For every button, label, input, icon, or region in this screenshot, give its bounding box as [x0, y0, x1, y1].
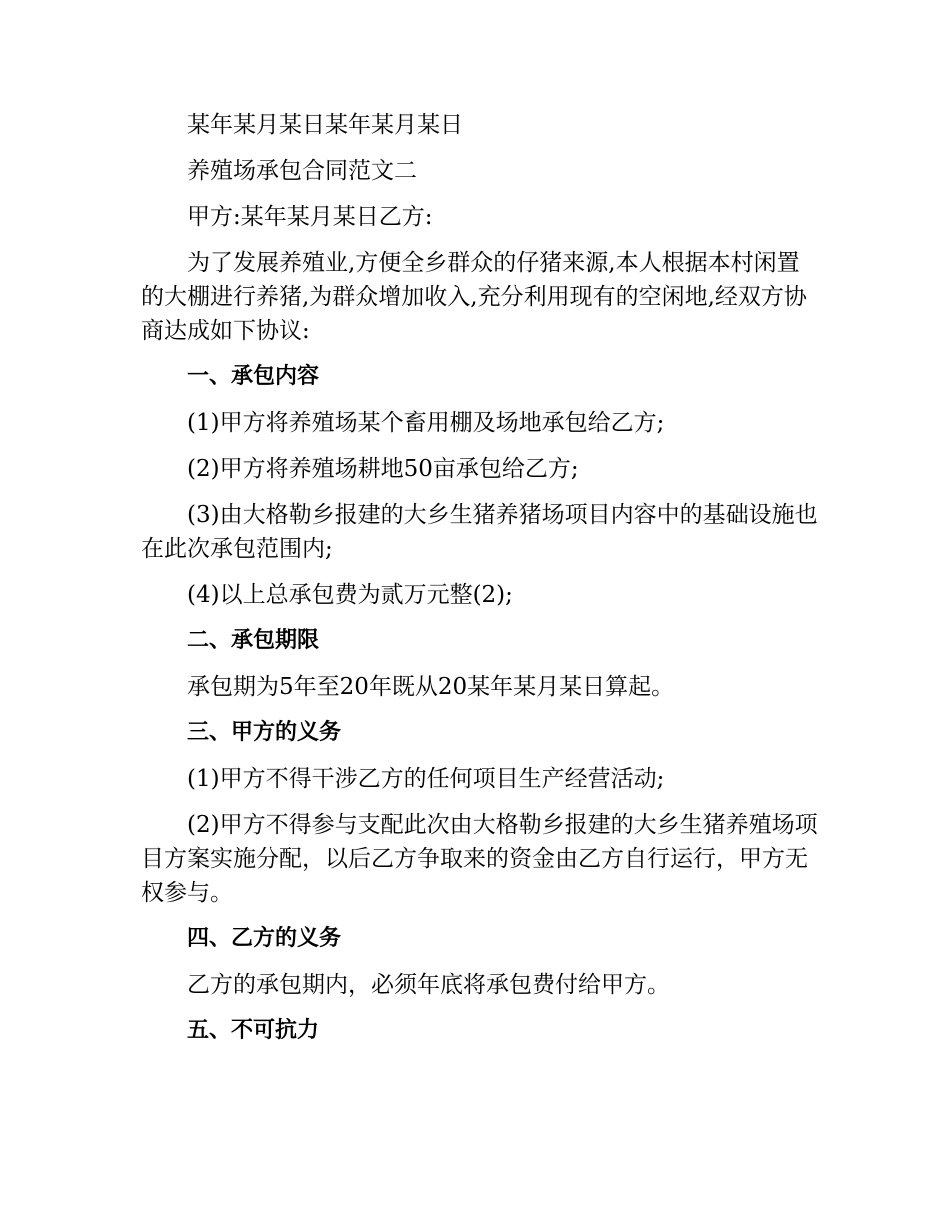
- section-heading-force-majeure: 五、不可抗力: [187, 1018, 320, 1043]
- section-heading-party-a-duties: 三、甲方的义务: [187, 720, 342, 745]
- section-heading-party-b-duties: 四、乙方的义务: [187, 926, 342, 951]
- section-heading-contract-content: 一、承包内容: [187, 364, 320, 389]
- clause-3-2: (2)甲方不得参与支配此次由大格勒乡报建的大乡生猪养殖场项目方案实施分配，以后乙方争取来的资金由乙方自行运行，甲方无权参与。: [141, 812, 818, 906]
- clause-1-1: (1)甲方将养殖场某个畜用棚及场地承包给乙方;: [187, 410, 665, 436]
- clause-1-4: (4)以上总承包费为贰万元整(2);: [187, 582, 513, 608]
- parties-line: 甲方:某年某月某日乙方:: [187, 204, 433, 230]
- clause-1-2: (2)甲方将养殖场耕地50亩承包给乙方;: [187, 456, 579, 482]
- document-body: [141, 108, 821, 1060]
- section-heading-contract-term: 二、承包期限: [187, 628, 320, 653]
- preamble-paragraph: 为了发展养殖业,方便全乡群众的仔猪来源,本人根据本村闲置的大棚进行养猪,为群众增加收入,充分利用现有的空闲地,经双方协商达成如下协议:: [141, 250, 807, 344]
- clause-2-1: 承包期为5年至20年既从20某年某月某日算起。: [187, 674, 675, 700]
- document-title: 养殖场承包合同范文二: [187, 158, 417, 184]
- clause-3-1: (1)甲方不得干涉乙方的任何项目生产经营活动;: [187, 766, 665, 792]
- date-line: 某年某月某日某年某月某日: [187, 112, 463, 138]
- clause-4-1: 乙方的承包期内，必须年底将承包费付给甲方。: [187, 972, 670, 998]
- clause-1-3: (3)由大格勒乡报建的大乡生猪养猪场项目内容中的基础设施也在此次承包范围内;: [141, 502, 818, 562]
